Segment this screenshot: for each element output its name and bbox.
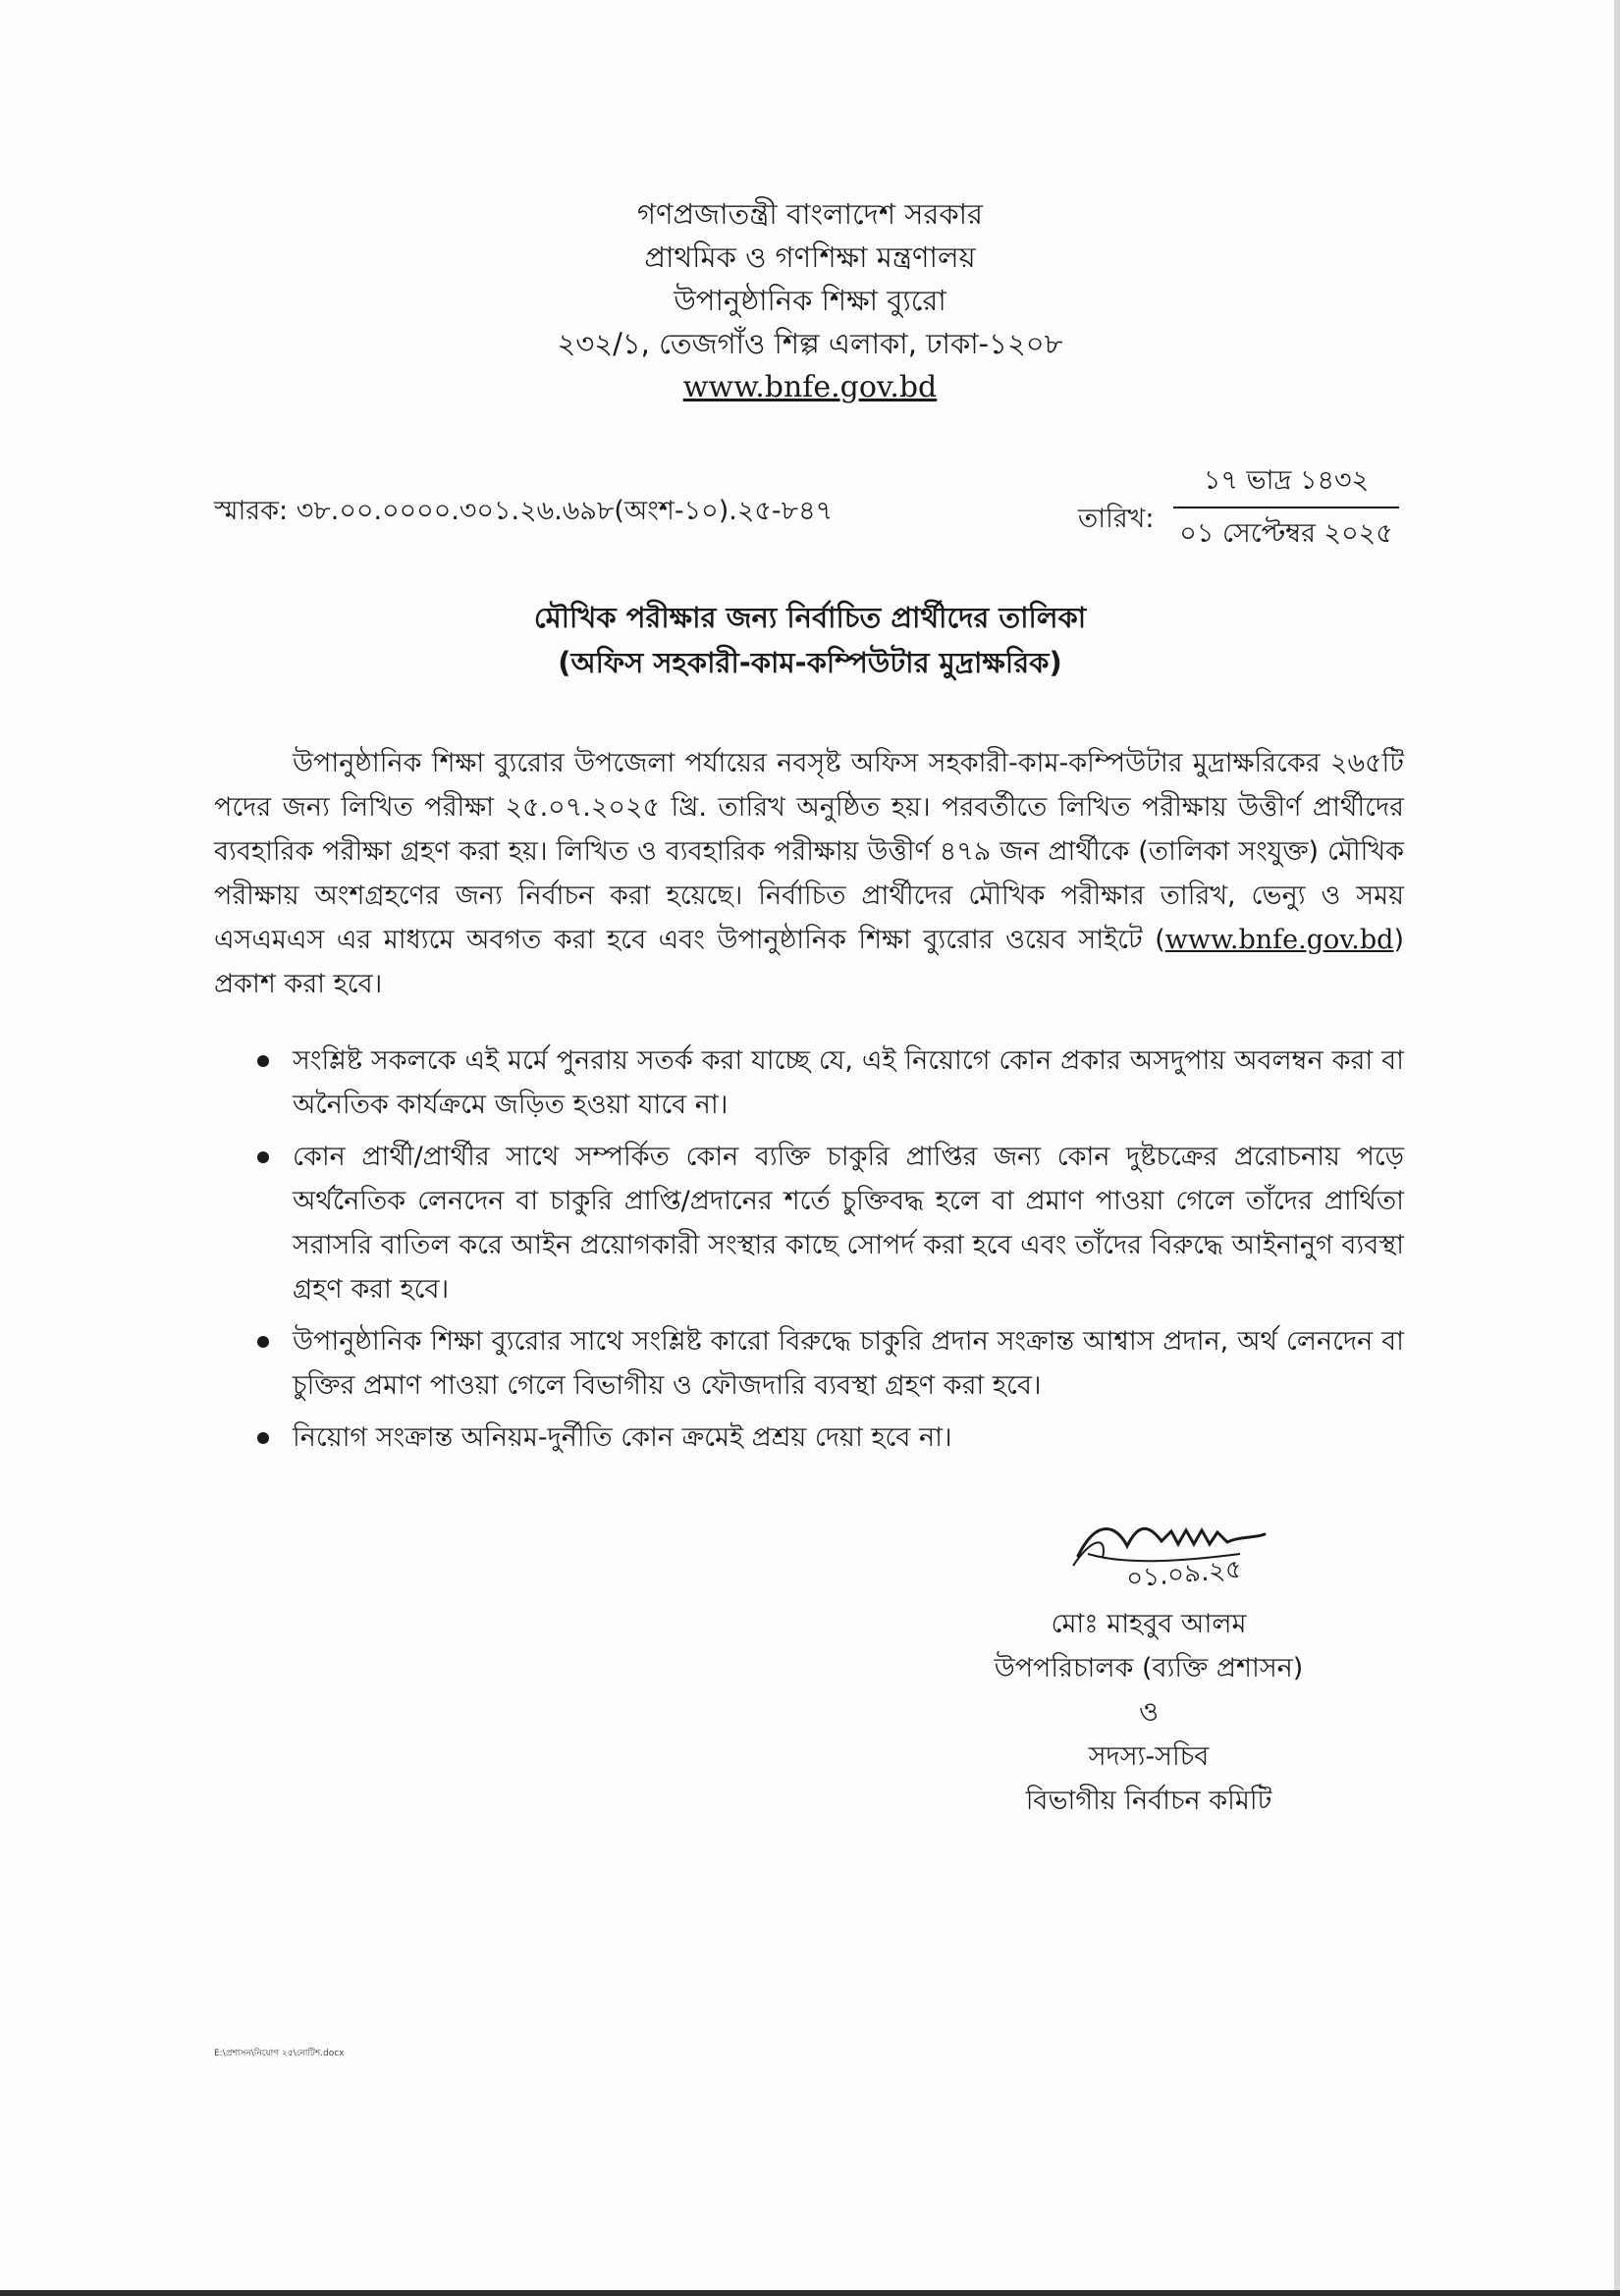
date-bangla: ১৭ ভাদ্র ১৪৩২ <box>1173 461 1399 508</box>
signature <box>1068 1497 1284 1595</box>
signatory-designation: উপপরিচালক (ব্যক্তি প্রশাসন) <box>994 1653 1304 1683</box>
list-item <box>214 1319 1404 1408</box>
title-line-2: (অফিস সহকারী-কাম-কম্পিউটার মুদ্রাক্ষরিক) <box>558 646 1062 679</box>
signatory-committee: বিভাগীয় নির্বাচন কমিটি <box>1025 1786 1272 1816</box>
file-path-footer: E:\প্রশাসন\নিয়োগ ২৫\নোটিশ.docx <box>214 2049 345 2058</box>
list-item <box>214 1135 1404 1311</box>
government-name: গণপ্রজাতন্ত্রী বাংলাদেশ সরকার <box>636 197 984 231</box>
bureau-name: উপানুষ্ঠানিক শিক্ষা ব্যুরো <box>674 284 946 317</box>
date-english: ০১ সেপ্টেম্বর ২০২৫ <box>1179 518 1393 549</box>
date-block <box>1173 461 1399 554</box>
body-tail: ) প্রকাশ করা হবে। <box>214 925 1404 999</box>
signatory-role: সদস্য-সচিব <box>1088 1741 1210 1772</box>
scan-edge-right <box>1614 0 1620 2296</box>
signatory-conjunction: ও <box>1139 1697 1159 1728</box>
signatory-block <box>962 1602 1335 1823</box>
list-item <box>214 1039 1404 1127</box>
body-text: উপানুষ্ঠানিক শিক্ষা ব্যুরোর উপজেলা পর্যায়ের নবসৃষ্ট অফিস সহকারী-কাম-কম্পিউটার মুদ্রাক্ষরিকের ২৬৫টি পদের জন্য লিখিত পরীক্ষা ২৫.০৭.২০২৫ খ্রি. তারিখ অনুষ্ঠিত হয়। পরবর্তীতে লিখিত পরীক্ষায় উত্তীর্ণ প্রার্থীদের ব্যবহারিক পরীক্ষা গ্রহণ করা হয়। লিখিত ও ব্যবহারিক পরীক্ষায় উত্তীর্ণ ৪৭৯ জন প্রার্থীকে (তালিকা সংযুক্ত) মৌখিক পরীক্ষায় অংশগ্রহণের জন্য নির্বাচন করা হয়েছে। নির্বাচিত প্রার্থীদের মৌখিক পরীক্ষার তারিখ, ভেন্যু ও সময় এসএমএস এর মাধ্যমে অবগত করা হবে এবং উপানুষ্ঠানিক শিক্ষা ব্যুরোর ওয়েব সাইটে ( <box>214 748 1404 955</box>
signature-date: ০১.০৯.২৫ <box>1124 1554 1244 1594</box>
website-link[interactable]: www.bnfe.gov.bd <box>682 370 938 404</box>
list-item-text: কোন প্রার্থী/প্রার্থীর সাথে সম্পর্কিত কোন ব্যক্তি চাকুরি প্রাপ্তির জন্য কোন দুষ্টচক্রের প্ররোচনায় পড়ে অর্থনৈতিক লেনদেন বা চাকুরি প্রাপ্তি/প্রদানের শর্তে চুক্তিবদ্ধ হলে বা প্রমাণ পাওয়া গেলে তাঁদের প্রার্থিতা সরাসরি বাতিল করে আইন প্রয়োগকারী সংস্থার কাছে সোপর্দ করা হবে এবং তাঁদের বিরুদ্ধে আইনানুগ ব্যবস্থা গ্রহণ করা হবে। <box>293 1142 1404 1305</box>
ministry-name: প্রাথমিক ও গণশিক্ষা মন্ত্রণালয় <box>644 240 976 274</box>
bullet-icon <box>257 1432 269 1444</box>
memo-number: স্মারক: ৩৮.০০.০০০০.৩০১.২৬.৬৯৮(অংশ-১০).২৫-৮৪৭ <box>214 496 834 526</box>
bullet-icon <box>257 1336 269 1348</box>
bullet-icon <box>257 1151 269 1163</box>
body-website-link[interactable]: www.bnfe.gov.bd <box>1164 925 1394 955</box>
list-item <box>214 1415 1404 1460</box>
list-item-text: উপানুষ্ঠানিক শিক্ষা ব্যুরোর সাথে সংশ্লিষ্ট কারো বিরুদ্ধে চাকুরি প্রদান সংক্রান্ত আশ্বাস প্রদান, অর্থ লেনদেন বা চুক্তির প্রমাণ পাওয়া গেলে বিভাগীয় ও ফৌজদারি ব্যবস্থা গ্রহণ করা হবে। <box>293 1326 1404 1401</box>
bullet-icon <box>257 1055 269 1067</box>
title-line-1: মৌখিক পরীক্ষার জন্য নির্বাচিত প্রার্থীদের তালিকা <box>533 601 1087 634</box>
body-paragraph <box>214 741 1404 1006</box>
office-address: ২৩২/১, তেজগাঁও শিল্প এলাকা, ঢাকা-১২০৮ <box>557 327 1063 360</box>
list-item-text: সংশ্লিষ্ট সকলকে এই মর্মে পুনরায় সতর্ক করা যাচ্ছে যে, এই নিয়োগে কোন প্রকার অসদুপায় অবলম্বন করা বা অনৈতিক কার্যক্রমে জড়িত হওয়া যাবে না। <box>293 1045 1404 1120</box>
notice-title <box>0 595 1620 685</box>
signatory-name: মোঃ মাহবুব আলম <box>1051 1609 1247 1639</box>
letterhead <box>0 192 1620 409</box>
list-item-text: নিয়োগ সংক্রান্ত অনিয়ম-দুর্নীতি কোন ক্রমেই প্রশ্রয় দেয়া হবে না। <box>293 1422 952 1453</box>
date-label: তারিখ: <box>1078 504 1155 534</box>
scan-edge-bottom <box>0 2290 1620 2296</box>
instruction-list <box>214 1039 1404 1468</box>
